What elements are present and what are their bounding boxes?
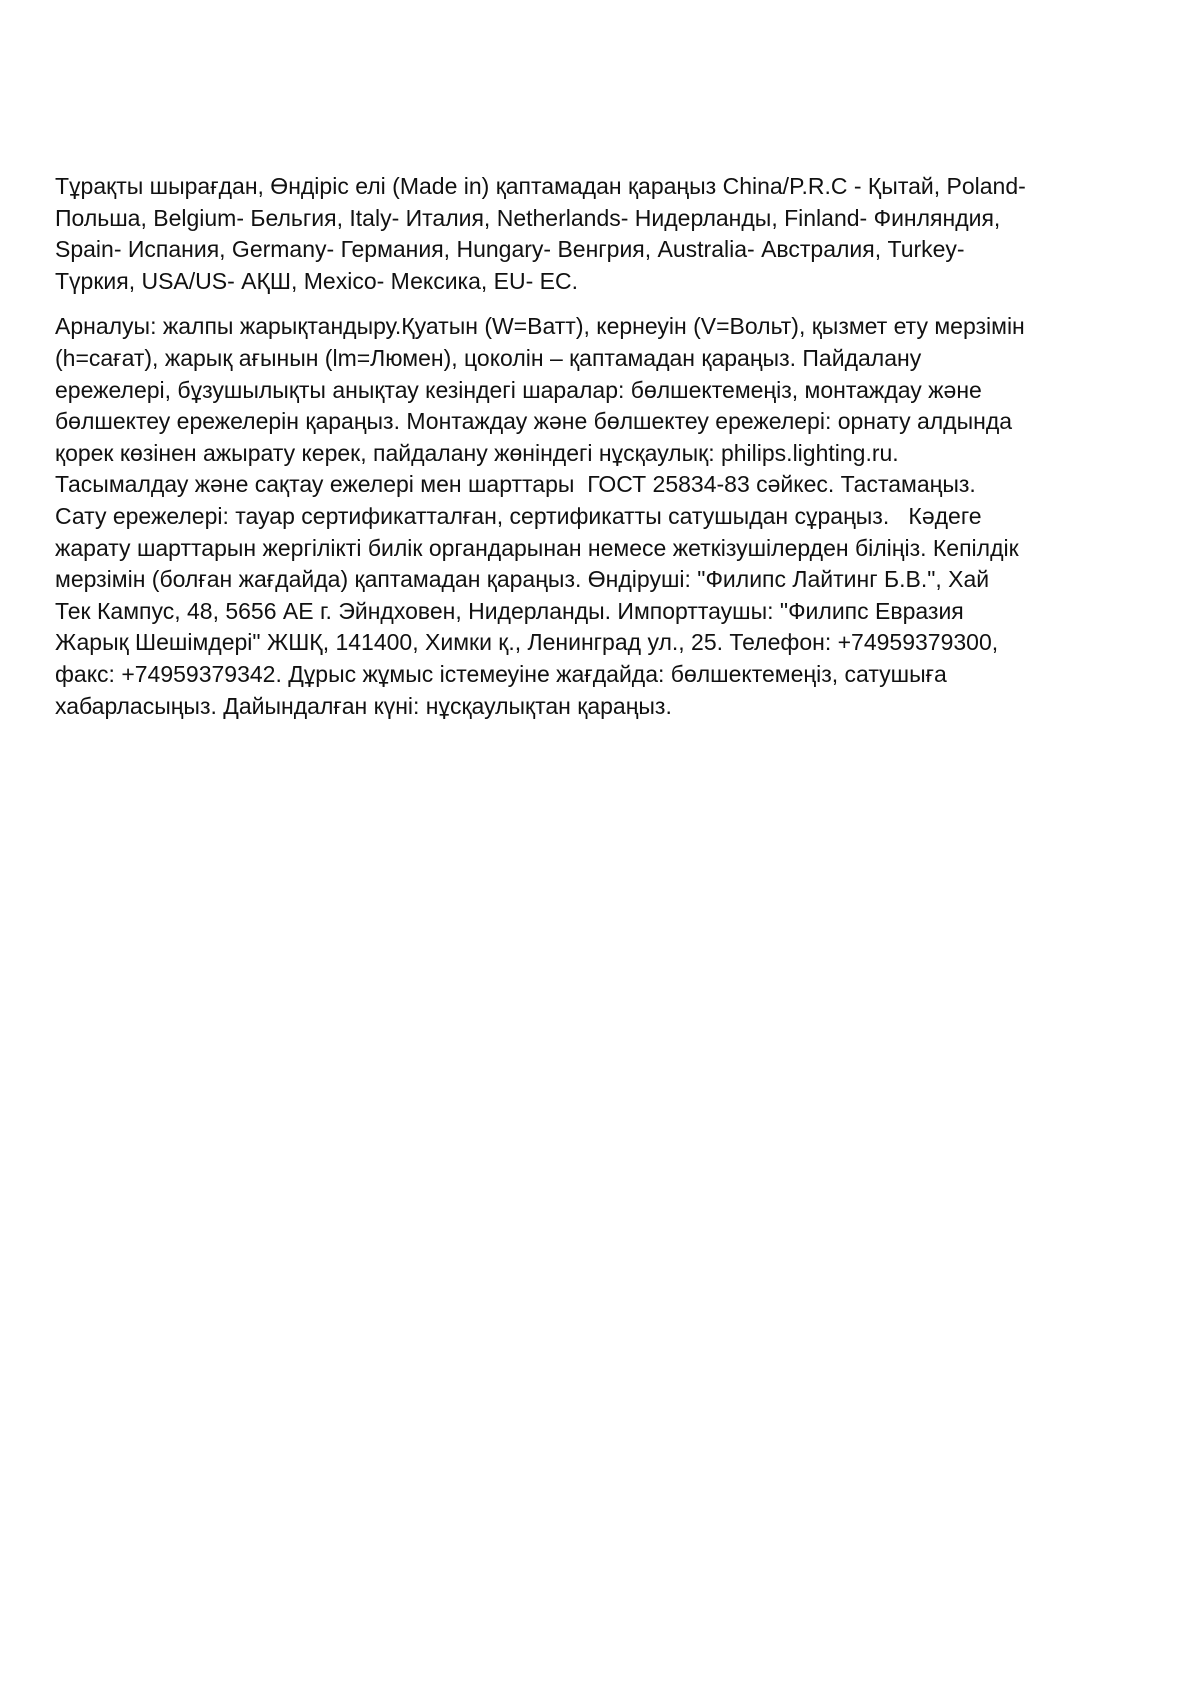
text-line: мерзімін (болған жағдайда) қаптамадан қараңыз. Өндіруші: "Филипс Лайтинг Б.В.", Хай [55, 566, 990, 593]
text-line: Тұрақты шырағдан, Өндіріс елі (Made in) қаптамадан қараңыз China/P.R.C - Қытай, Poland- [55, 173, 1026, 199]
text-line: Тасымалдау және сақтау ежелері мен шарттары ГОСТ 25834-83 сәйкес. Тастамаңыз. [55, 471, 976, 498]
paragraph-origin [55, 171, 1145, 297]
text-line: ережелері, бұзушылықты анықтау кезіндегі шаралар: бөлшектемеңіз, монтаждау және [55, 376, 982, 403]
document-body [55, 171, 1145, 722]
text-line: факс: +74959379342. Дұрыс жұмыс істемеуіне жағдайда: бөлшектемеңіз, сатушыға [55, 660, 947, 687]
text-line: Сату ережелері: тауар сертификатталған, сертификатты сатушыдан сұраңыз. Кәдеге [55, 502, 982, 529]
text-line: (h=сағат), жарық ағынын (lm=Люмен), цоколін – қаптамадан қараңыз. Пайдалану [55, 344, 922, 371]
text-line: Түркия, USA/US- АҚШ, Mexico- Мексика, EU- ЕС. [55, 267, 579, 294]
text-line: Польша, Belgium- Бельгия, Italy- Италия, Netherlands- Нидерланды, Finland- Финляндия, [55, 204, 1001, 231]
text-line: хабарласыңыз. Дайындалған күні: нұсқаулықтан қараңыз. [55, 692, 672, 719]
text-line: Тек Кампус, 48, 5656 АЕ г. Эйндховен, Нидерланды. Импорттаушы: "Филипс Евразия [55, 597, 964, 624]
text-line: қорек көзінен ажырату керек, пайдалану жөніндегі нұсқаулық: philips.lighting.ru. [55, 439, 899, 466]
text-line: бөлшектеу ережелерін қараңыз. Монтаждау және бөлшектеу ережелері: орнату алдында [55, 408, 1013, 435]
text-line: Жарық Шешімдері" ЖШҚ, 141400, Химки қ., Ленинград ул., 25. Телефон: +74959379300, [55, 629, 999, 656]
text-line: жарату шарттарын жергілікті билік органдарынан немесе жеткізушілерден біліңіз. Кепілдік [55, 534, 1019, 561]
text-line: Арналуы: жалпы жарықтандыру.Қуатын (W=Ватт), кернеуін (V=Вольт), қызмет ету мерзімін [55, 313, 1025, 340]
text-line: Spain- Испания, Germany- Германия, Hungary- Венгрия, Australia- Австралия, Turkey- [55, 236, 965, 263]
paragraph-usage [55, 311, 1145, 722]
